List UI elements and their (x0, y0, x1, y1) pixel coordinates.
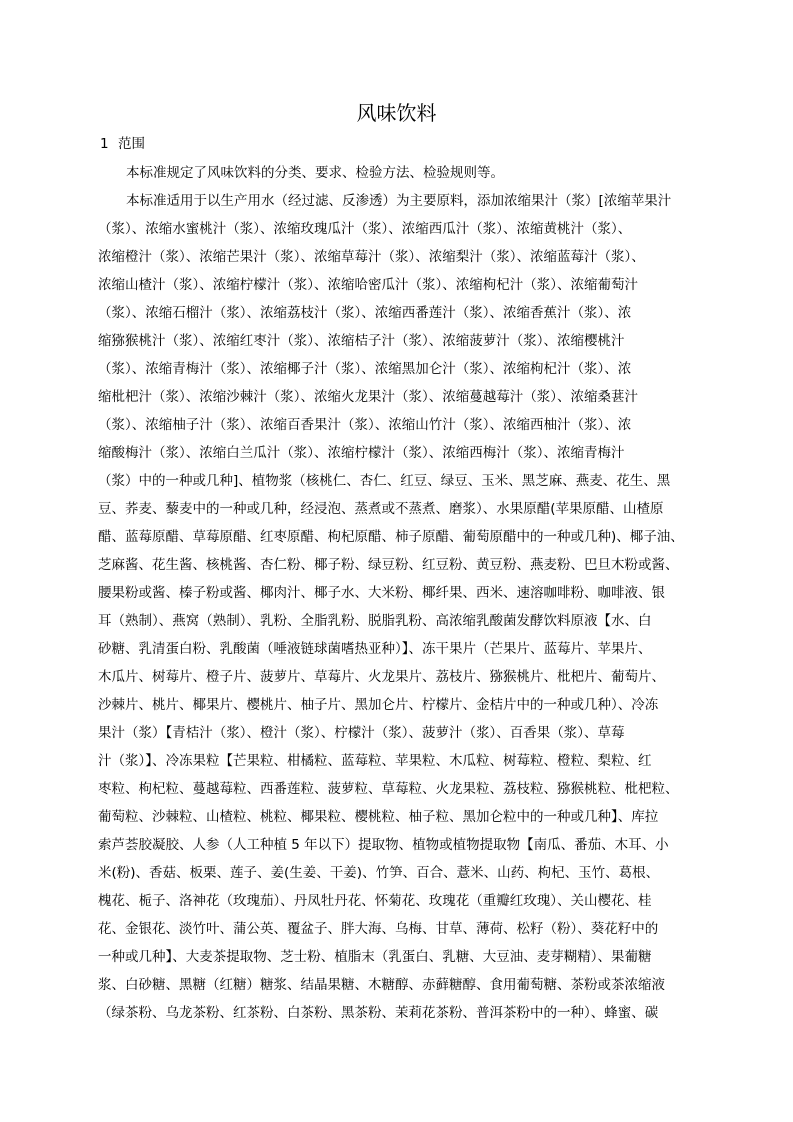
section-heading (100, 133, 145, 155)
paragraph-line: 耳（熟制）、燕窝（熟制）、乳粉、全脂乳粉、脱脂乳粉、高浓缩乳酸菌发酵饮料原液【水、白 (98, 613, 652, 629)
paragraph-line: （浆）、浓缩石榴汁（浆）、浓缩荔枝汁（浆）、浓缩西番莲汁（浆）、浓缩香蕉汁（浆）、浓 (98, 305, 632, 321)
document-title: 风味饮料 (356, 101, 437, 125)
paragraph-line: 腰果粉或酱、榛子粉或酱、椰肉汁、椰子水、大米粉、椰纤果、西米、速溶咖啡粉、咖啡液、银 (98, 585, 665, 601)
paragraph-line: （浆）、浓缩青梅汁（浆）、浓缩椰子汁（浆）、浓缩黑加仑汁（浆）、浓缩枸杞汁（浆）、浓 (98, 361, 632, 377)
paragraph-scope-statement: 本标准规定了风味饮料的分类、要求、检验方法、检验规则等。 (126, 165, 504, 181)
paragraph-line: 醋、蓝莓原醋、草莓原醋、红枣原醋、枸杞原醋、柿子原醋、葡萄原醋中的一种或几种)、椰子油、 (98, 529, 684, 545)
paragraph-line: 木瓜片、树莓片、橙子片、菠萝片、草莓片、火龙果片、荔枝片、猕猴桃片、枇杷片、葡萄片、 (98, 669, 665, 685)
paragraph-line: 本标准适用于以生产用水（经过滤、反渗透）为主要原料，添加浓缩果汁（浆）[浓缩苹果汁 (126, 193, 672, 209)
paragraph-line: 浓缩橙汁（浆）、浓缩芒果汁（浆）、浓缩草莓汁（浆）、浓缩梨汁（浆）、浓缩蓝莓汁（浆）、 (98, 249, 645, 265)
paragraph-line: 芝麻酱、花生酱、核桃酱、杏仁粉、椰子粉、绿豆粉、红豆粉、黄豆粉、燕麦粉、巴旦木粉或酱、 (98, 557, 679, 573)
paragraph-line: 果汁（浆）【青桔汁（浆）、橙汁（浆）、柠檬汁（浆）、菠萝汁（浆）、百香果（浆）、草莓 (98, 725, 625, 741)
paragraph-line: 沙棘片、桃片、椰果片、樱桃片、柚子片、黑加仑片、柠檬片、金桔片中的一种或几种）、冷冻 (98, 697, 659, 713)
document-body (98, 159, 696, 1027)
paragraph-line: 缩猕猴桃汁（浆）、浓缩红枣汁（浆）、浓缩桔子汁（浆）、浓缩菠萝汁（浆）、浓缩樱桃汁 (98, 333, 625, 349)
paragraph-line: 缩酸梅汁（浆）、浓缩白兰瓜汁（浆）、浓缩柠檬汁（浆）、浓缩西梅汁（浆）、浓缩青梅汁 (98, 445, 625, 461)
paragraph-line: 花、金银花、淡竹叶、蒲公英、覆盆子、胖大海、乌梅、甘草、薄荷、松籽（粉）、葵花籽中的 (98, 921, 659, 937)
paragraph-line: （绿茶粉、乌龙茶粉、红茶粉、白茶粉、黑茶粉、茉莉花茶粉、普洱茶粉中的一种）、蜂蜜、碳 (98, 1005, 659, 1021)
paragraph-line: 葡萄粒、沙棘粒、山楂粒、桃粒、椰果粒、樱桃粒、柚子粒、黑加仑粒中的一种或几种】、库拉 (98, 809, 659, 825)
paragraph-line: （浆）、浓缩柚子汁（浆）、浓缩百香果汁（浆）、浓缩山竹汁（浆）、浓缩西柚汁（浆）、浓 (98, 417, 632, 433)
paragraph-applicability (98, 187, 696, 1027)
paragraph-line: 米(粉)、香菇、板栗、莲子、姜(生姜、干姜)、竹笋、百合、薏米、山药、枸杞、玉竹、葛根、 (98, 865, 660, 881)
paragraph-line: （浆）、浓缩水蜜桃汁（浆）、浓缩玫瑰瓜汁（浆）、浓缩西瓜汁（浆）、浓缩黄桃汁（浆）、 (98, 221, 632, 237)
paragraph-line: 缩枇杷汁（浆）、浓缩沙棘汁（浆）、浓缩火龙果汁（浆）、浓缩蔓越莓汁（浆）、浓缩桑葚汁 (98, 389, 638, 405)
paragraph-line: 一种或几种】、大麦茶提取物、芝士粉、植脂末（乳蛋白、乳糖、大豆油、麦芽糊精）、果葡糖 (98, 949, 652, 965)
paragraph-line: 豆、荞麦、藜麦中的一种或几种，经浸泡、蒸煮或不蒸煮、磨浆）、水果原醋(苹果原醋、山楂原 (98, 501, 664, 517)
paragraph-line: 汁（浆）】、冷冻果粒【芒果粒、柑橘粒、蓝莓粒、苹果粒、木瓜粒、树莓粒、橙粒、梨粒、红 (98, 753, 652, 769)
paragraph-line: 浓缩山楂汁（浆）、浓缩柠檬汁（浆）、浓缩哈密瓜汁（浆）、浓缩枸杞汁（浆）、浓缩葡萄汁 (98, 277, 638, 293)
section-number: 1 (100, 136, 109, 152)
paragraph-line: 槐花、栀子、洛神花（玫瑰茄）、丹凤牡丹花、怀菊花、玫瑰花（重瓣红玫瑰）、关山樱花、桂 (98, 893, 652, 909)
section-heading-text: 范围 (118, 136, 145, 152)
paragraph-line: （浆）中的一种或几种]、植物浆（核桃仁、杏仁、红豆、绿豆、玉米、黑芝麻、燕麦、花生、黑 (98, 473, 671, 489)
paragraph-line: 枣粒、枸杞粒、蔓越莓粒、西番莲粒、菠萝粒、草莓粒、火龙果粒、荔枝粒、猕猴桃粒、枇杷粒、 (98, 781, 679, 797)
paragraph-line: 索芦荟胶凝胶、人参（人工种植 5 年以下）提取物、植物或植物提取物【南瓜、番茄、木耳、小 (98, 837, 669, 853)
paragraph-line: 砂糖、乳清蛋白粉、乳酸菌（唾液链球菌嗜热亚种）】、冻干果片（芒果片、蓝莓片、苹果片、 (98, 641, 652, 657)
paragraph-line: 浆、白砂糖、黑糖（红糖）糖浆、结晶果糖、木糖醇、赤藓糖醇、食用葡萄糖、茶粉或茶浓缩液 (98, 977, 665, 993)
